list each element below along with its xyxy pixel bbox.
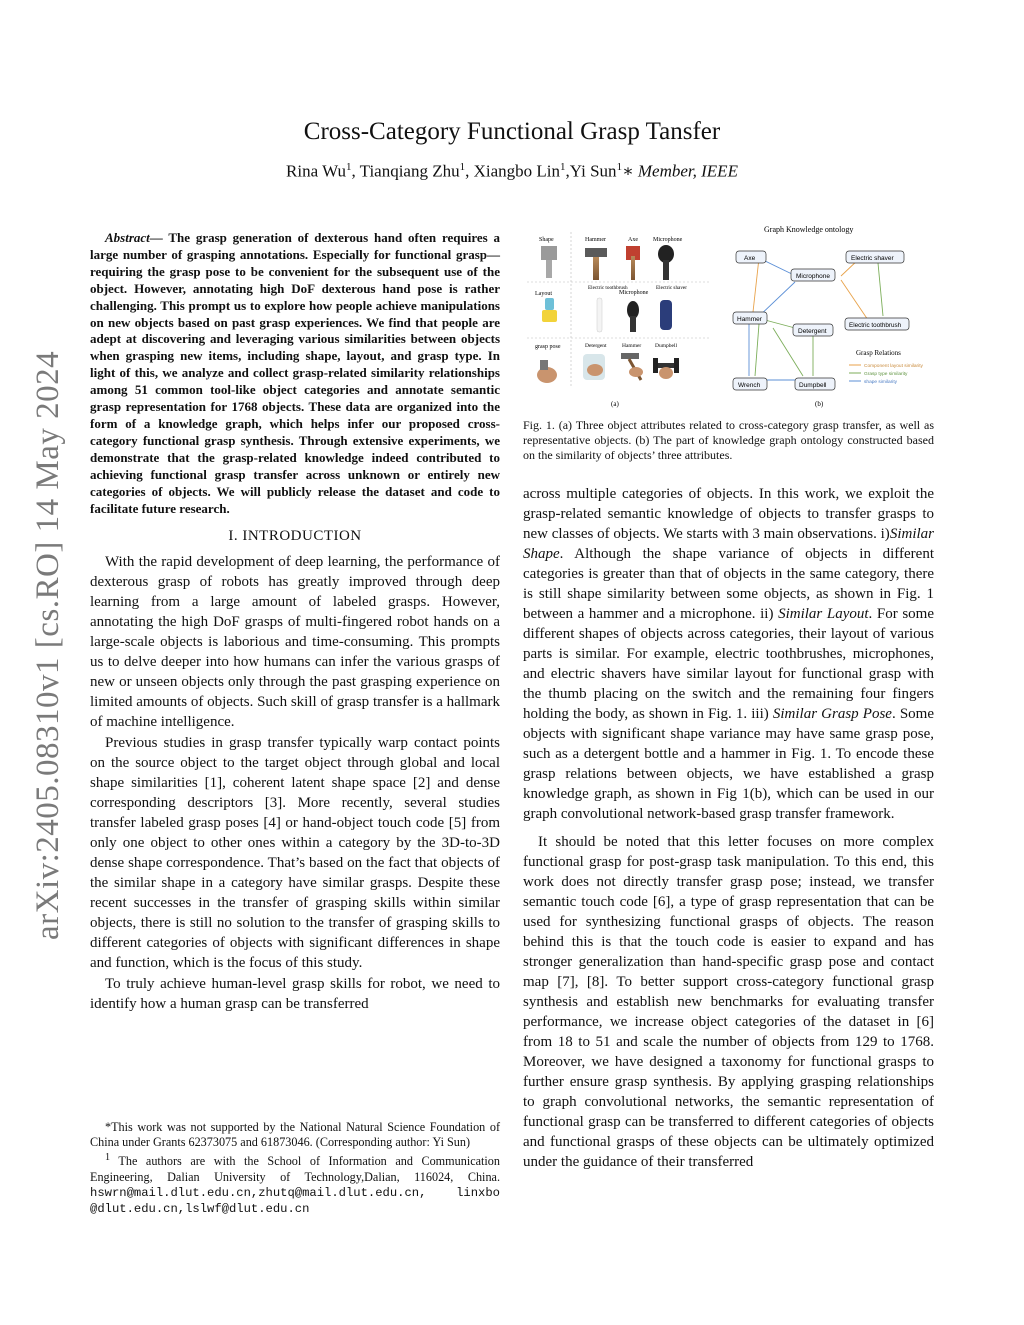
node-label: Microphone — [796, 273, 830, 280]
dumbbell-weight-icon — [653, 358, 658, 373]
right-paragraph-2: It should be noted that this letter focuses on more complex functional grasp for post-grasp task manipulation. To this end, this work does not directly transfer grasp pose; instead, we transfer semantic touch code [6], a type of grasp representation that can be used for synthesizing functional grasps of objects. The reason behind this is that the touch code is easier to expand and has stronger generalization than hand-specific grasp pose and contact map [7], [8]. To better support cross-category functional grasp synthesis and establish new benchmarks for evaluating transfer performance, we increase object categories of the dataset in [6] from 18 to 51 and scale the number of objects from 129 to 1768. Moreover, we have designed a taxonomy for functional grasps to further ensure grasp synthesis. By applying grasping relationships to graph convolutional networks, the semantic representation of functional grasp can be transferred to different categories of objects and functional grasps of these objects can be ultimately optimized under the guidance of their transferred — [523, 834, 934, 1170]
microphone-body-icon — [630, 316, 636, 332]
author-name: Yi Sun — [569, 161, 617, 181]
figure-1 — [523, 220, 938, 410]
node-label: Dumpbell — [799, 382, 827, 389]
microphone-body-icon — [663, 260, 669, 280]
edge-layout — [841, 280, 868, 320]
node-label: Hammer — [737, 316, 762, 323]
legend-label: Component layout similarity — [864, 364, 923, 369]
paper-title: Cross-Category Functional Grasp Tansfer — [303, 118, 721, 145]
abstract-label: Abstract — [105, 230, 150, 245]
emphasis-similar-grasp-pose: Similar Grasp Pose — [772, 706, 892, 722]
row-label: Shape — [539, 237, 554, 243]
intro-paragraph-2: Previous studies in grasp transfer typically warp contact points on the source object to the target object through global and local shape similarities [1], coherent latent shape space [2] and dense corresponding descriptors [3]. More recently, several studies transfer labeled grasp poses [4] or hand-object touch code [5] from only one object to other ones within a category by the 3D-to-3D dense shape correspondence. That’s based on the fact that objects of the similar shape in a category have similar grasps. Despite these recent successes in the transfer of grasping skills within similar objects, there is still no solution to the transfer of grasping skills to different categories of objects with significant differences in shape and function, which is the focus of this study. — [90, 735, 500, 972]
object-label: Axe — [628, 237, 638, 243]
author-emails: hswrn@mail.dlut.edu.cn,zhutq@mail.dlut.edu.cn, linxbo @dlut.edu.cn,lslwf@dlut.edu.cn — [90, 1185, 500, 1217]
object-label: Microphone — [619, 290, 649, 296]
author-name: Xiangbo Lin — [473, 161, 561, 181]
text-run: . Some objects with significant shape variance may have same grasp pose, such as a detergent bottle and a hammer in Fig. 1. To encode these grasp relations between objects, we have established a grasp knowledge graph, as shown in Fig 1(b), which can be used in our graph convolutional network-based grasp transfer framework. — [523, 706, 935, 822]
edge-grasp — [755, 324, 759, 376]
graph-title: Graph Knowledge ontology — [764, 225, 854, 234]
legend-title: Grasp Relations — [856, 349, 901, 357]
row-label: grasp pose — [535, 344, 561, 350]
abstract-text: — The grasp generation of dexterous hand often requires a large number of grasping annotations. Especially for functional grasp—requiring the grasp pose to be convenient for the subsequent use of the object. However, annotating high DoF dexterous hand pose is rather challenging. This prompt us to explore how people achieve manipulations on new objects based on past grasp experiences. We find that people are adept at discovering and leveraging various similarities between objects when grasping new items, including shape, layout, and grasp type. In light of this, we analyze and collect grasp-related similarity relationships among 51 common tool-like object categories and annotate semantic grasp representation for 1768 objects. These data are organized into the form of a knowledge graph, which helps infer our proposed cross-category functional grasp synthesis. Through extensive experiments, we demonstrate that the grasp-related knowledge indeed contributed to achieving functional grasp transfer across unknown or entirely new categories of objects. We will publicly release the dataset and code to facilitate future research. — [90, 230, 500, 516]
text-run: across multiple categories of objects. In this work, we exploit the grasp-related semantic knowledge of objects to transfer grasps to new classes of objects. We starts with 3 main observations. i) — [523, 486, 934, 542]
figure-1b-panel — [733, 225, 924, 408]
figure-1-caption: Fig. 1. (a) Three object attributes related to cross-category grasp transfer, as well as representative objects. (b) The part of knowledge graph ontology constructed based on the similarity of objects’ three attributes. — [523, 418, 934, 462]
legend-label: Grasp type similarity — [864, 372, 908, 377]
affiliation-text: The authors are with the School of Information and Communication Engineering, Dalian University of Technology,Dalian, 116024, China. — [90, 1154, 500, 1184]
section-heading-introduction: I. INTRODUCTION — [228, 528, 362, 545]
dumbbell-weight-icon — [674, 358, 679, 373]
shape-hammer-head-icon — [541, 246, 557, 260]
axe-handle-icon — [631, 256, 635, 280]
author-separator: ∗ — [622, 161, 638, 181]
author-separator: , — [565, 161, 570, 181]
ieee-membership: Member, IEEE — [637, 161, 738, 181]
affiliation-mark: 1 — [616, 161, 623, 173]
toothbrush-icon — [597, 298, 602, 332]
hammer-head-icon — [621, 353, 639, 359]
right-column — [523, 484, 934, 1172]
affiliation-mark: 1 — [345, 161, 352, 173]
emphasis-similar-layout: Similar Layout — [778, 606, 869, 622]
footnotes — [90, 1120, 500, 1217]
hand-grasp-icon — [629, 367, 643, 377]
hammer-handle-icon — [593, 257, 599, 280]
layout-body-icon — [542, 310, 557, 322]
object-label: Microphone — [653, 237, 683, 243]
affiliation-mark: 1 — [560, 161, 566, 173]
arxiv-identifier: arXiv:2405.08310v1 [cs.RO] 14 May 2024 — [30, 350, 66, 940]
object-label: Electric shaver — [656, 285, 687, 291]
affiliation-mark: 1 — [459, 161, 466, 173]
node-label: Electric shaver — [851, 255, 894, 262]
intro-paragraph-3: To truly achieve human-level grasp skills for robot, we need to identify how a human grasp can be transferred — [90, 976, 500, 1013]
author-name: Tianqiang Zhu — [359, 161, 460, 181]
row-label: Layout — [535, 291, 552, 297]
panel-tag-b: (b) — [815, 400, 824, 408]
layout-top-icon — [545, 298, 554, 310]
footnote-mark: 1 — [105, 1152, 111, 1164]
object-label: Detergent — [585, 343, 607, 349]
hand-grasp-icon — [587, 364, 603, 376]
object-label: Electric toothbrush — [588, 285, 628, 291]
right-paragraph-1 — [523, 484, 934, 824]
object-label: Dumpbell — [655, 343, 677, 349]
abstract — [90, 230, 500, 517]
shape-handle-icon — [546, 260, 552, 278]
intro-paragraph-1: With the rapid development of deep learning, the performance of dexterous grasp of robots has greatly improved through deep learning from a large amount of labeled grasps. However, annotating the high DoF grasps of multi-fingered robot hands on a large-scale objects is laborious and time-consuming. This prompts us to delve deeper into how humans can infer the various grasps of new or unseen objects only through the past grasping experience on limited amounts of objects. Such skill of grasp transfer is a hallmark of machine intelligence. — [90, 554, 500, 731]
emphasis-similar-shape: Similar Shape — [523, 526, 934, 562]
object-label: Hammer — [585, 237, 606, 243]
panel-tag-a: (a) — [611, 400, 619, 408]
text-run: . Although the shape variance of objects in different categories is greater than that of objects in the same category, there is still shape similarity between some objects, as shown in Fig. 1 between a hammer and a microphone. ii) — [523, 546, 934, 622]
edge-grasp — [878, 263, 883, 316]
node-label: Electric toothbrush — [849, 322, 902, 329]
author-name: Rina Wu — [286, 161, 346, 181]
affiliation-footnote — [90, 1150, 500, 1217]
hammer-head-icon — [585, 248, 607, 257]
edge-grasp — [765, 320, 795, 328]
author-line — [0, 161, 1024, 182]
funding-footnote: *This work was not supported by the National Natural Science Foundation of China under Grants 62373075 and 61873046. (Corresponding author: Yi Sun) — [90, 1120, 500, 1150]
shaver-icon — [660, 300, 672, 330]
left-column — [90, 230, 500, 1014]
edge-layout — [753, 258, 759, 312]
author-separator: , — [465, 161, 474, 181]
node-label: Detergent — [798, 328, 827, 335]
tool-icon — [540, 360, 548, 370]
text-run: . For some different shapes of objects across categories, their layout of various parts is similar. For example, electric toothbrushes, microphones, and electric shavers have similar layout for functional grasp with the thumb placing on the switch and the remaining four fingers holding the body, as shown in Fig. 1. iii) — [523, 606, 934, 722]
node-label: Axe — [744, 255, 756, 262]
object-label: Hammer — [622, 343, 642, 349]
node-label: Wrench — [738, 382, 761, 389]
legend-label: shape similarity — [864, 380, 898, 385]
author-separator: , — [351, 161, 360, 181]
hand-grasp-icon — [659, 367, 673, 379]
figure-1a-panel — [527, 232, 711, 408]
